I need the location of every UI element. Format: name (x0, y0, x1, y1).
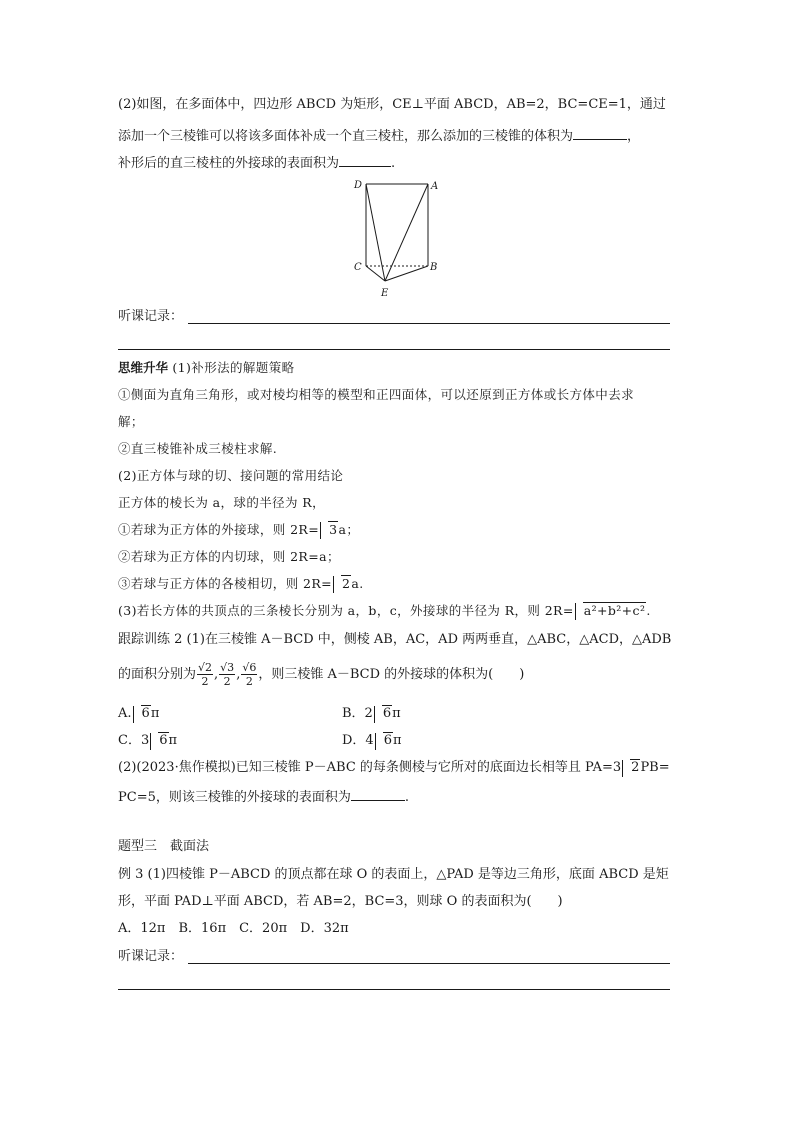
notes-line-1a[interactable] (188, 323, 670, 324)
strategy-intro: 正方体的棱长为 a，球的半径为 R， (118, 495, 326, 510)
option-D-label: D．4 (342, 733, 374, 748)
edge-BE (385, 266, 428, 281)
option-B-label: B．2 (342, 706, 373, 721)
fraction-1-den: 2 (201, 675, 209, 688)
fraction-1 (197, 661, 213, 688)
option-D-sqrt (375, 732, 393, 750)
q2-line2-text: PC=5，则该三棱锥的外接球的表面积为 (118, 790, 351, 805)
notes-label-2: 听课记录： (118, 949, 184, 964)
option-C[interactable] (118, 732, 177, 750)
answer-blank-q2[interactable] (351, 787, 405, 801)
option-B-sqrt (374, 705, 392, 723)
example3-line-1: 例 3 (1)四棱锥 P－ABCD 的顶点都在球 O 的表面上，△PAD 是等边三角形，底面 ABCD 是矩 (118, 867, 669, 882)
strategy-heading (118, 359, 295, 377)
strategy-heading-2: (2)正方体与球的切、接问题的常用结论 (118, 468, 344, 483)
notes-line-2b[interactable] (118, 989, 670, 990)
option-D-radicand: 6 (383, 733, 392, 748)
problem2-line3 (118, 153, 395, 173)
practice-line-2: 的面积分别为 $\frac{√2}{2}$ , $\frac{√3}{2}$ , $\frac{√6}{2}$ ，则三棱锥 A－BCD 的外接球的体积为( ) (118, 661, 525, 688)
strategy-item-1b: 解； (118, 414, 144, 429)
option-C-pi: π (168, 733, 178, 748)
sqrt-abc-radicand: a²+b²+c² (583, 603, 646, 618)
option-A-radicand: 6 (141, 706, 150, 721)
polyhedron-figure (350, 176, 450, 302)
strategy-formula-1 (118, 521, 359, 539)
notes-label-1: 听课记录： (118, 309, 184, 324)
option-B-radicand: 6 (382, 706, 392, 721)
option-C-label: C．3 (118, 733, 150, 748)
fraction-2 (219, 661, 235, 688)
notes-line-2a[interactable] (188, 963, 670, 964)
sqrt-abc (575, 602, 647, 620)
sqrt-3-radicand: 3 (329, 522, 338, 537)
formula-1-tail: a； (338, 522, 360, 537)
fraction-3-num: √6 (242, 661, 257, 674)
section3-title: 题型三 截面法 (118, 839, 210, 854)
item-3-tail: . (646, 603, 651, 618)
problem2-line3-tail: . (391, 156, 396, 171)
strategy-item-1a: ①侧面为直角三角形，或对棱均相等的模型和正四面体，可以还原到正方体或长方体中去求 (118, 387, 635, 402)
option-B-pi: π (392, 706, 401, 721)
notes-line-1b[interactable] (118, 349, 670, 350)
example3-line-2: 形，平面 PAD⊥平面 ABCD，若 AB=2，BC=3，则球 O 的表面积为( ) (118, 894, 563, 909)
formula-3-tail: a. (351, 576, 364, 591)
fraction-1-num: √2 (198, 661, 213, 674)
formula-3-text: ③若球与正方体的各棱相切，则 2R= (118, 576, 333, 591)
answer-blank-volume[interactable] (573, 126, 627, 140)
strategy-formula-3 (118, 575, 364, 593)
problem2-line2-tail: ， (627, 129, 641, 144)
sqrt-2-radicand: 2 (342, 576, 351, 591)
label-A: A (431, 181, 439, 192)
practice-q2-line-2 (118, 787, 409, 807)
problem2-line3-text: 补形后的直三棱柱的外接球的表面积为 (118, 156, 340, 171)
problem2-line1: (2)如图，在多面体中，四边形 ABCD 为矩形，CE⊥平面 ABCD，AB=2，BC=CE=1，通过 (118, 97, 666, 112)
option-B[interactable] (342, 705, 401, 723)
option-C-sqrt (150, 732, 168, 750)
option-A-pi: π (150, 706, 160, 721)
q2-line1-tail: PB= (640, 760, 670, 775)
option-A[interactable] (118, 705, 159, 723)
sqrt-3 (320, 521, 338, 539)
strategy-item-3 (118, 602, 651, 620)
option-D-pi: π (392, 733, 402, 748)
problem2-line2-text: 添加一个三棱锥可以将该多面体补成一个直三棱柱，那么添加的三棱锥的体积为 (118, 129, 574, 144)
fraction-3-den: 2 (245, 675, 253, 688)
option-D[interactable] (342, 732, 402, 750)
q2-line2-tail: . (404, 790, 409, 805)
label-C: C (354, 262, 362, 273)
sqrt-2 (333, 575, 351, 593)
practice-line-1: 跟踪训练 2 (1)在三棱锥 A－BCD 中，侧棱 AB，AC，AD 两两垂直，△ABC，△ACD，△ADB (118, 632, 672, 647)
formula-1-text: ①若球为正方体的外接球，则 2R= (118, 522, 320, 537)
q2-sqrt-2-radicand: 2 (631, 760, 640, 775)
label-D: D (354, 180, 363, 191)
label-E: E (381, 288, 389, 299)
q2-sqrt-2 (622, 759, 640, 777)
label-B: B (430, 262, 438, 273)
practice-q2-line-1 (118, 759, 670, 777)
strategy-formula-2: ②若球为正方体的内切球，则 2R=a； (118, 549, 340, 564)
problem2-line2 (118, 126, 640, 146)
fraction-2-den: 2 (223, 675, 231, 688)
q2-line1-text: (2)(2023·焦作模拟)已知三棱锥 P－ABC 的每条侧棱与它所对的底面边长相等且 PA=3 (118, 760, 622, 775)
strategy-heading-1: (1)补形法的解题策略 (172, 360, 295, 375)
practice-line2-text: 的面积分别为 (118, 667, 197, 682)
item-3-text: (3)若长方体的共顶点的三条棱长分别为 a，b，c，外接球的半径为 R，则 2R= (118, 603, 574, 618)
fraction-3 (241, 661, 257, 688)
fraction-2-num: √3 (220, 661, 235, 674)
option-A-sqrt (133, 705, 151, 723)
answer-blank-surface-area[interactable] (339, 153, 391, 167)
strategy-title: 思维升华 (118, 360, 169, 375)
option-A-label: A. (118, 706, 132, 721)
example3-options[interactable]: A．12π B．16π C．20π D．32π (118, 921, 349, 936)
practice-line2-tail: ，则三棱锥 A－BCD 的外接球的体积为( ) (258, 667, 525, 682)
strategy-item-2: ②直三棱锥补成三棱柱求解. (118, 441, 278, 456)
option-C-radicand: 6 (159, 733, 168, 748)
